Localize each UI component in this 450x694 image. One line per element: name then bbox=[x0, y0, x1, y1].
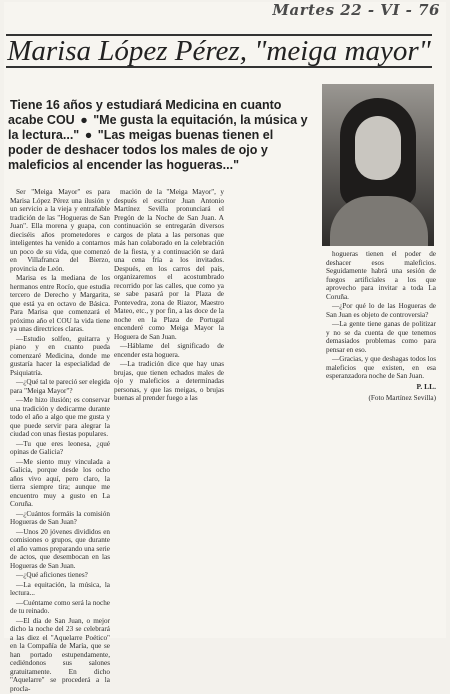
paragraph: —Háblame del significado de encender esta hoguera. bbox=[114, 342, 224, 359]
subheadline-part2: "Me gusta la equitación, la música y la lectura..." bbox=[8, 113, 308, 142]
author-signature: P. LL. bbox=[416, 381, 436, 391]
subheadline-part3: "Las meigas buenas tienen el poder de deshacer todos los males de ojo y maleficios al encender las hogueras..." bbox=[8, 128, 274, 172]
bullet-icon: ● bbox=[80, 113, 88, 127]
paragraph: mación de la "Meiga Mayor", y después el escritor Juan Antonio Martínez Sevilla pronunciará el Pregón de la Noche de San Juan. A continuación se entregarán diversos cargos de plata a las personas que más han colaborado en la celebración de la fiesta, y a continuación se dará una cena fría a los invitados. Después, en los carros del país, organizaremos el acostumbrado recorrido por las calles, que como ya se sabe pasará por la Plaza de Pontevedra, zona de Riazor, Maestro Mateo, etc., y por fin, a las doce de la noche en la Plaza de Portugal encenderé como Meiga Mayor la Hoguera de San Juan. bbox=[114, 188, 224, 341]
paragraph: —La tradición dice que hay unas brujas, que tienen echados males de ojo y maleficios a determinadas personas, y que las meigas, o brujas buenas al prender fuego a las bbox=[114, 360, 224, 402]
paragraph: —Me siento muy vinculada a Galicia, porque desde los ocho años vivo aquí, pero claro, la tierra siempre tira; aunque me encuentro muy a gusto en La Coruña. bbox=[10, 457, 110, 508]
paragraph: —La equitación, la música, la lectura... bbox=[10, 580, 110, 597]
photo-credit: (Foto Martínez Sevilla) bbox=[368, 394, 436, 402]
paragraph: —Estudio solfeo, guitarra y piano y en cuanto pueda comenzaré Medicina, donde me gustaría hacer la especialidad de Psiquiatría. bbox=[10, 334, 110, 377]
photo-face bbox=[355, 116, 401, 180]
paragraph: —La gente tiene ganas de politizar y no se da cuenta de que tenemos demasiados problemas como para pensar en eso. bbox=[326, 320, 436, 354]
paragraph: —¿Por qué lo de las Hogueras de San Juan es objeto de controversia? bbox=[326, 302, 436, 319]
paragraph: hogueras tienen el poder de deshacer esos maleficios. Seguidamente habrá una sesión de fuegos artificiales a los que aprovecho para invitar a toda La Coruña. bbox=[326, 250, 436, 301]
paragraph: —Tu que eres leonesa, ¿qué opinas de Galicia? bbox=[10, 439, 110, 456]
paragraph: —Me hizo ilusión; es conservar una tradición y dedicarme durante todo el año a algo que me gusta y que puede servir para alegrar la ciudad con unas fiestas populares. bbox=[10, 396, 110, 438]
article-column-1 bbox=[10, 188, 110, 694]
photo-body bbox=[330, 196, 428, 246]
article-column-2 bbox=[114, 188, 224, 404]
paragraph: Marisa es la mediana de los hermanos entre Rocío, que estudia tercero de Derecho y Margarita, que está ya en octavo de Básica. Para Marisa que comenzará el próximo año el COU la vida tiene ya unas directrices claras. bbox=[10, 274, 110, 333]
bullet-icon: ● bbox=[84, 128, 93, 142]
paragraph: —Cuéntame como será la noche de tu reinado. bbox=[10, 598, 110, 615]
portrait-photo bbox=[322, 84, 434, 246]
paragraph: Ser "Meiga Mayor" es para Marisa López Pérez una ilusión y un servicio a la vieja y entrañable tradición de las "Hogueras de San Juan". Ella morena y guapa, con dieciséis años prometedores e inteligentes ha venido a contarnos un poco de su vida, que comenzó en Villafranca del Bierzo, provincia de León. bbox=[10, 188, 110, 273]
paragraph: —El día de San Juan, o mejor dicho la noche del 23 se celebrará a las diez el "Aquelarre Poético" en la Compañía de María, que se han portado estupendamente, cediéndonos sus salones gratuitamente. En dicho "Aquelarre" se procederá a la procla- bbox=[10, 616, 110, 693]
article-column-3 bbox=[326, 250, 436, 403]
paragraph: —¿Qué aficiones tienes? bbox=[16, 571, 88, 579]
paragraph: —¿Qué tal te pareció ser elegida para "Meiga Mayor"? bbox=[10, 378, 110, 395]
paragraph: —Unos 20 jóvenes divididos en comisiones o grupos, que durante el año vamos preparando una serie de actos, que desembocan en las Hogueras de San Juan. bbox=[10, 527, 110, 570]
paragraph: —¿Cuántos formáis la comisión Hogueras de San Juan? bbox=[10, 509, 110, 526]
headline: Marisa López Pérez, "meiga mayor" bbox=[7, 35, 431, 67]
handwritten-date: Martes 22 - VI - 76 bbox=[272, 1, 440, 19]
paragraph: —Gracias, y que deshagas todos los maleficios que existen, en esa esperanzadora noche de San Juan. bbox=[326, 355, 436, 380]
subheadline-part1: Tiene 16 años y estudiará Medicina en cuanto acabe COU bbox=[8, 98, 282, 127]
subheadline bbox=[8, 98, 310, 173]
